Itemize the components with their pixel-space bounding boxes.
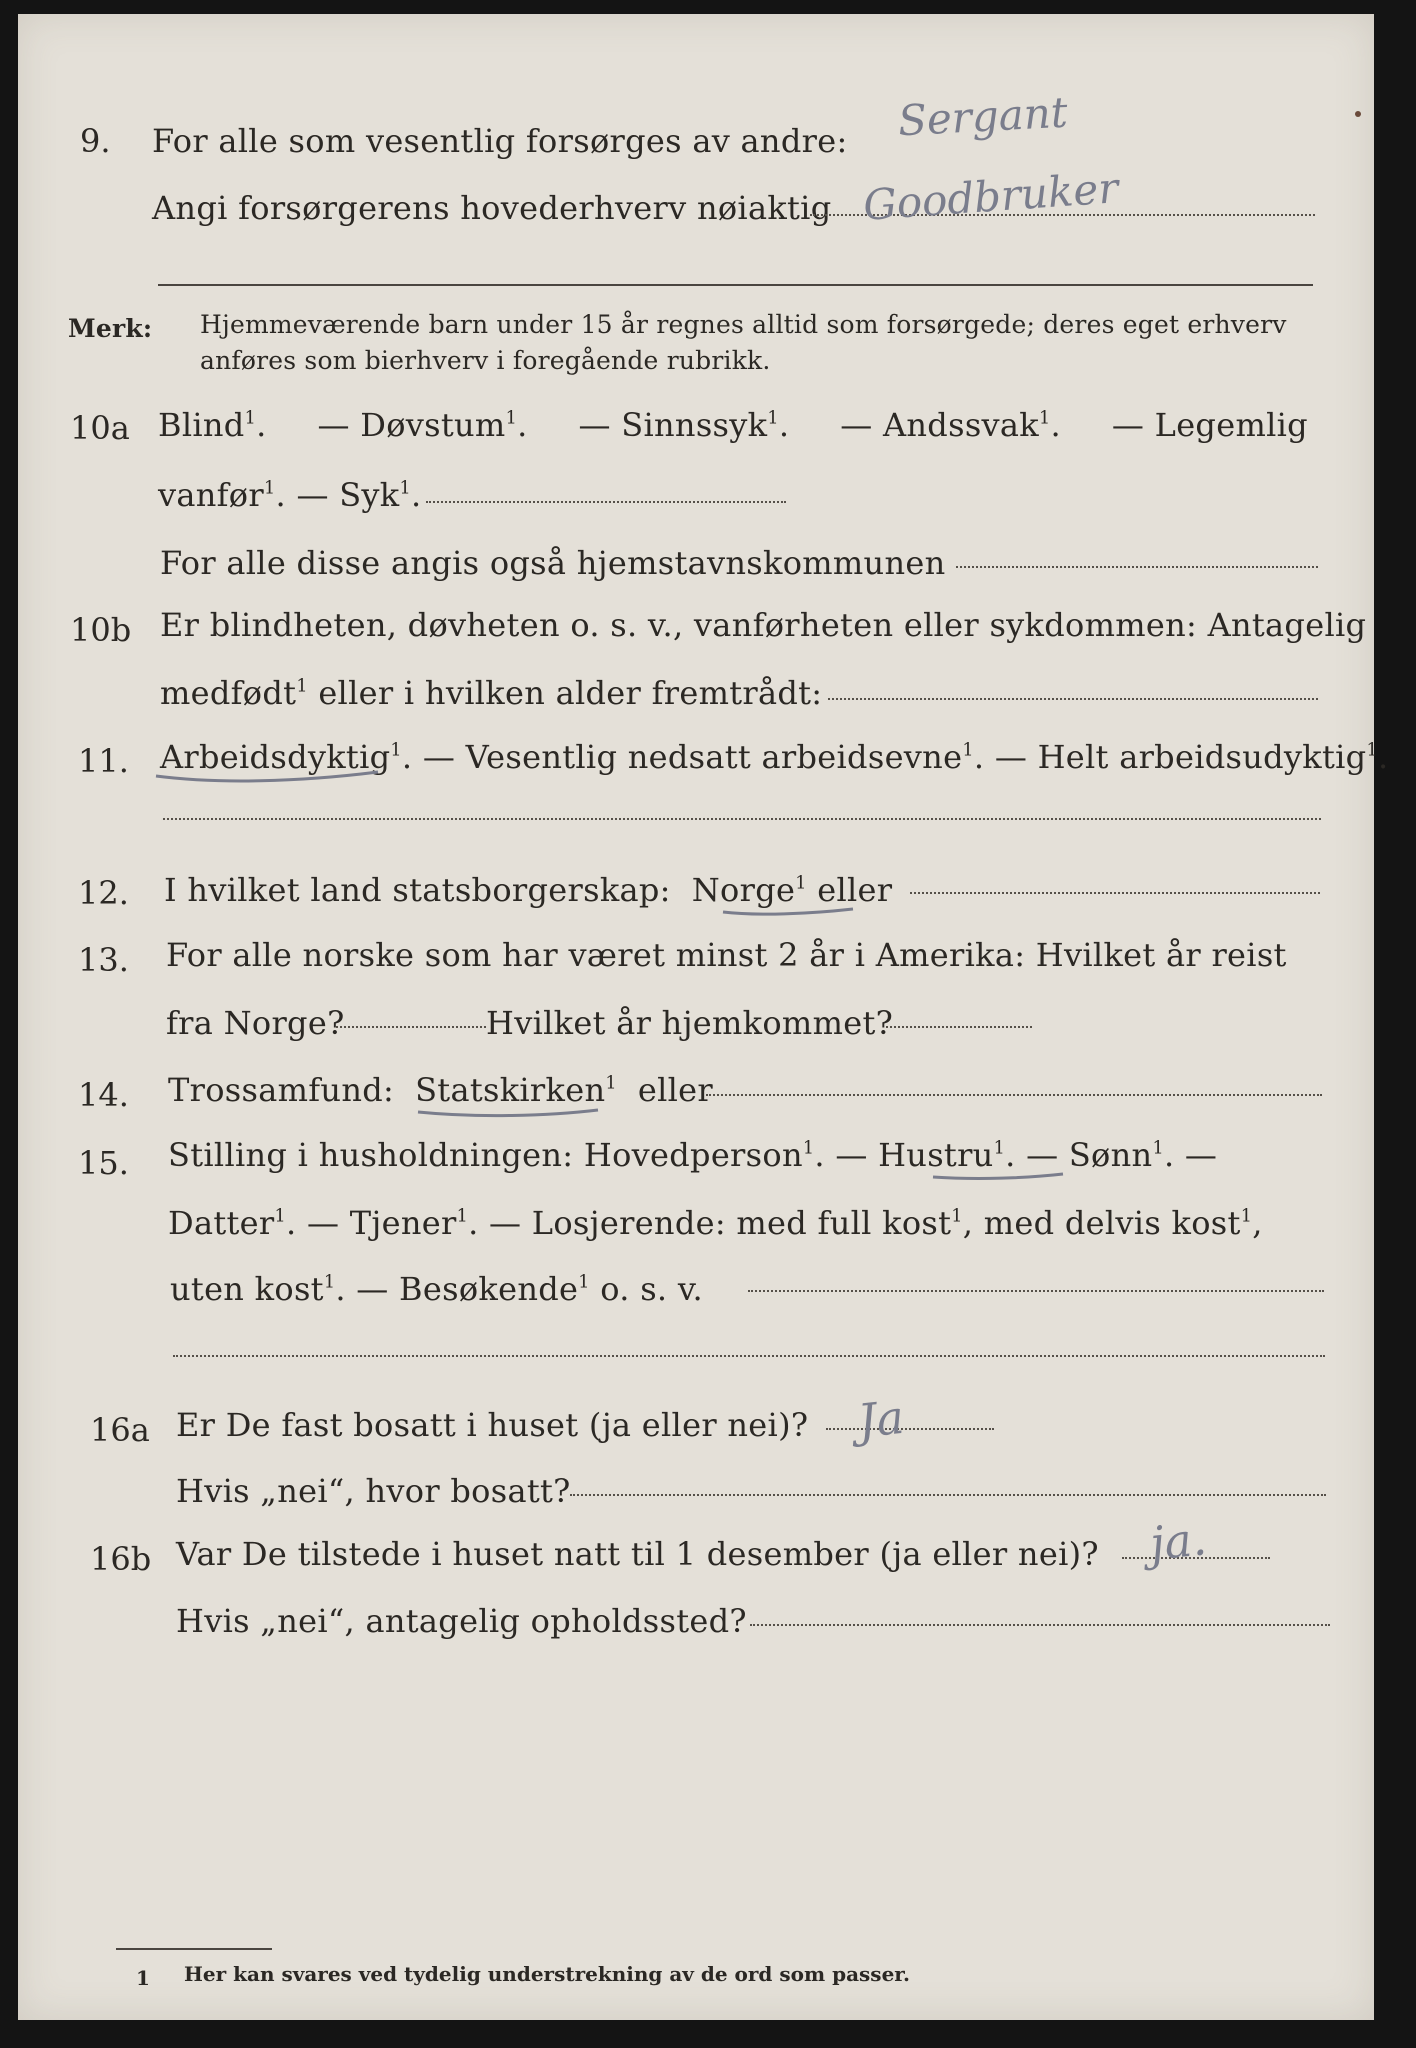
q10a-line3: For alle disse angis også hjemstavnskommunen [160,544,946,582]
underline-norge [723,909,853,914]
q15-hustru[interactable]: — Hustru$^1$. [835,1136,1016,1174]
q9-number: 9. [80,122,111,160]
q11-arbeidsdyktig[interactable]: Arbeidsdyktig$^1$. [160,738,413,776]
q11-udyktig: — Helt arbeidsudyktig$^1$. [994,738,1389,776]
q9-handwritten-answer1: Sergant [896,87,1069,146]
q14-number: 14. [78,1076,129,1114]
q9-line1: For alle som vesentlig forsørges av andre: [152,122,848,160]
q10a-legemlig: — Legemlig [1111,406,1308,444]
q9-handwritten-answer2: Goodbruker [861,163,1120,230]
q10a-number: 10a [70,409,130,447]
underline-hustru [933,1174,1063,1178]
handwritten-underlines [18,14,1374,2020]
underline-arbeidsdyktig [156,772,378,781]
q11-nedsatt: — Vesentlig nedsatt arbeidsevne$^1$. [422,738,985,776]
q13-line2b: Hvilket år hjemkommet? [486,1004,894,1042]
q10b-number: 10b [70,611,132,649]
q16b-line1: Var De tilstede i huset natt til 1 desember (ja eller nei)? [176,1535,1099,1573]
q13-number: 13. [78,941,129,979]
census-form-page [18,14,1389,2020]
q10a-sinnssyk: — Sinnssyk$^1$. [578,406,790,444]
q10a-blind: Blind$^1$. [158,406,267,444]
merk-line1: Hjemmeværende barn under 15 år regnes alltid som forsørgede; deres eget erhverv [200,310,1287,339]
q16b-number: 16b [90,1540,152,1578]
q16a-line1: Er De fast bosatt i huset (ja eller nei)? [176,1406,809,1444]
q12-number: 12. [78,874,129,912]
q10a-dovstum: — Døvstum$^1$. [317,406,528,444]
underline-statskirken [418,1110,598,1116]
footnote-mark: 1 [136,1966,150,1990]
ink-spot [1355,111,1361,117]
q14-statskirken[interactable]: Statskirken$^1$ [415,1071,617,1109]
q10a-line2: vanfør$^1$. — Syk$^1$. [158,476,422,514]
q10b-line2: medfødt$^1$ eller i hvilken alder fremtrådt: [160,674,823,712]
q11-number: 11. [78,742,129,780]
q16b-line2: Hvis „nei“, antagelig opholdssted? [176,1602,747,1640]
merk-label: Merk: [68,314,153,343]
q14-line: Trossamfund: Statskirken$^1$ eller [168,1071,713,1109]
q16a-number: 16a [90,1411,150,1449]
q12-norge[interactable]: Norge$^1$ [691,871,807,909]
q13-line2a: fra Norge? [166,1004,345,1042]
q10a-andssvak: — Andssvak$^1$. [840,406,1061,444]
q10b-line1: Er blindheten, døvheten o. s. v., vanførheten eller sykdommen: Antagelig [160,606,1367,644]
q16b-handwritten-answer: ja. [1147,1511,1209,1571]
footnote-text: Her kan svares ved tydelig understrekning av de ord som passer. [184,1962,910,1986]
merk-line2: anføres som bierhverv i foregående rubrikk. [200,346,771,375]
q15-line3: uten kost$^1$. — Besøkende$^1$ o. s. v. [170,1270,703,1308]
q9-line2: Angi forsørgerens hovederhverv nøiaktig [152,189,832,227]
q16a-handwritten-answer: Ja [855,1389,907,1449]
q16a-line2: Hvis „nei“, hvor bosatt? [176,1472,571,1510]
q12-line: I hvilket land statsborgerskap: Norge$^1$ eller [164,871,893,909]
q15-line1: Stilling i husholdningen: Hovedperson$^1$. — Hustru$^1$. — Sønn$^1$. — [168,1136,1218,1174]
q13-line1: For alle norske som har været minst 2 år i Amerika: Hvilket år reist [166,936,1287,974]
q15-number: 15. [78,1144,129,1182]
q15-line2: Datter$^1$. — Tjener$^1$. — Losjerende: med full kost$^1$, med delvis kost$^1$, [168,1204,1263,1242]
